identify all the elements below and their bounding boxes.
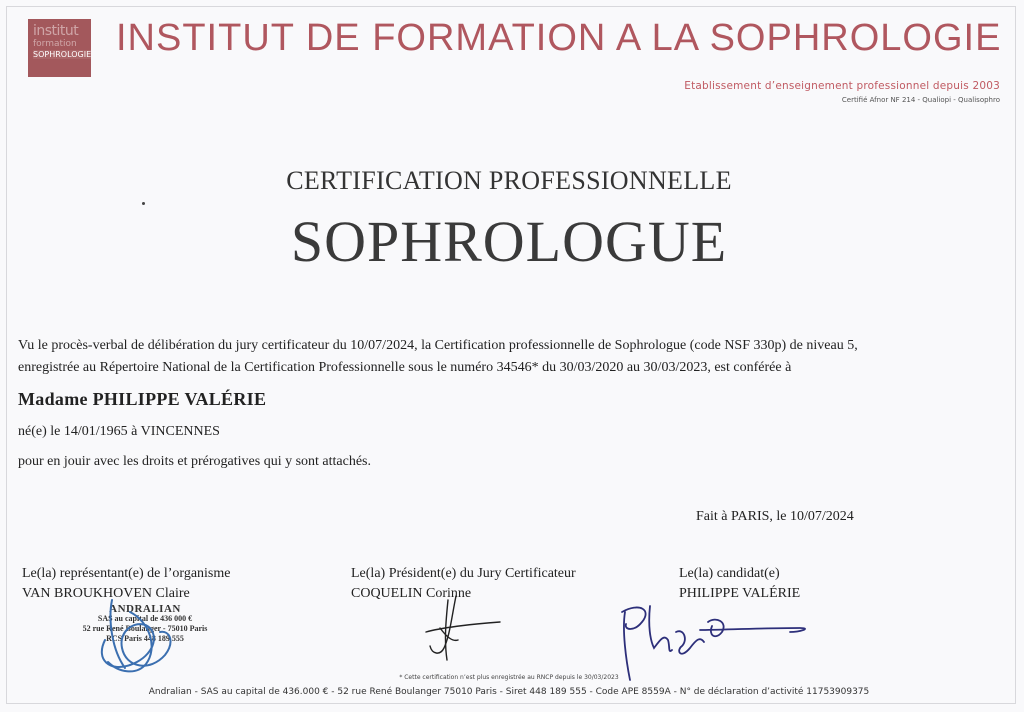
signatory-name-jury: COQUELIN Corinne [351, 586, 472, 601]
recipient-name: Madame PHILIPPE VALÉRIE [18, 389, 267, 409]
stamp-address: 52 rue René Boulanger - 75010 Paris [82, 624, 208, 633]
logo-text-line: formation [33, 39, 77, 49]
establishment-tagline: Etablissement d’enseignement professionnel depuis 2003 [684, 80, 1000, 92]
institute-name: INSTITUT DE FORMATION A LA SOPHROLOGIE [116, 17, 1002, 59]
quality-certifications: Certifié Afnor NF 214 - Qualiopi - Qualisophro [841, 96, 1000, 104]
rncp-footnote: * Cette certification n’est plus enregistrée au RNCP depuis le 30/03/2023 [399, 674, 619, 681]
signatory-role-candidate: Le(la) candidat(e) [679, 566, 780, 581]
signatory-name-organisation: VAN BROUKHOVEN Claire [22, 586, 190, 601]
signatory-role-organisation: Le(la) représentant(e) de l’organisme [22, 566, 231, 581]
speck [142, 202, 145, 205]
signatory-role-jury: Le(la) Président(e) du Jury Certificateur [351, 566, 576, 581]
certificate-title: CERTIFICATION PROFESSIONNELLE [286, 166, 732, 195]
stamp-capital: SAS au capital de 436 000 € [97, 614, 193, 623]
deliberation-text: Vu le procès-verbal de délibération du jury certificateur du 10/07/2024, la Certification professionnelle de Sophrologue (code NSF 330p) de niveau 5, [18, 338, 858, 353]
company-stamp [60, 604, 230, 644]
rights-text: pour en jouir avec les droits et prérogatives qui y sont attachés. [18, 454, 372, 469]
institute-logo [28, 19, 91, 77]
registration-text: enregistrée au Répertoire National de la Certification Professionnelle sous le numéro 34546* du 30/03/2020 au 30/03/2023, est conférée à [18, 360, 792, 375]
stamp-rcs: RCS Paris 448 189 555 [106, 634, 184, 643]
logo-text-line: SOPHROLOGIE [33, 50, 91, 59]
stamp-company: ANDRALIAN [109, 603, 181, 615]
place-and-date: Fait à PARIS, le 10/07/2024 [696, 509, 854, 524]
company-footer: Andralian - SAS au capital de 436.000 € - 52 rue René Boulanger 75010 Paris - Siret 448 189 555 - Code APE 8559A - N° de déclaration d’activité 11753909375 [148, 687, 870, 697]
certificate-profession: SOPHROLOGUE [290, 209, 728, 274]
birth-info: né(e) le 14/01/1965 à VINCENNES [18, 424, 220, 439]
logo-text-line: institut [33, 23, 79, 39]
signatory-name-candidate: PHILIPPE VALÉRIE [679, 586, 801, 601]
